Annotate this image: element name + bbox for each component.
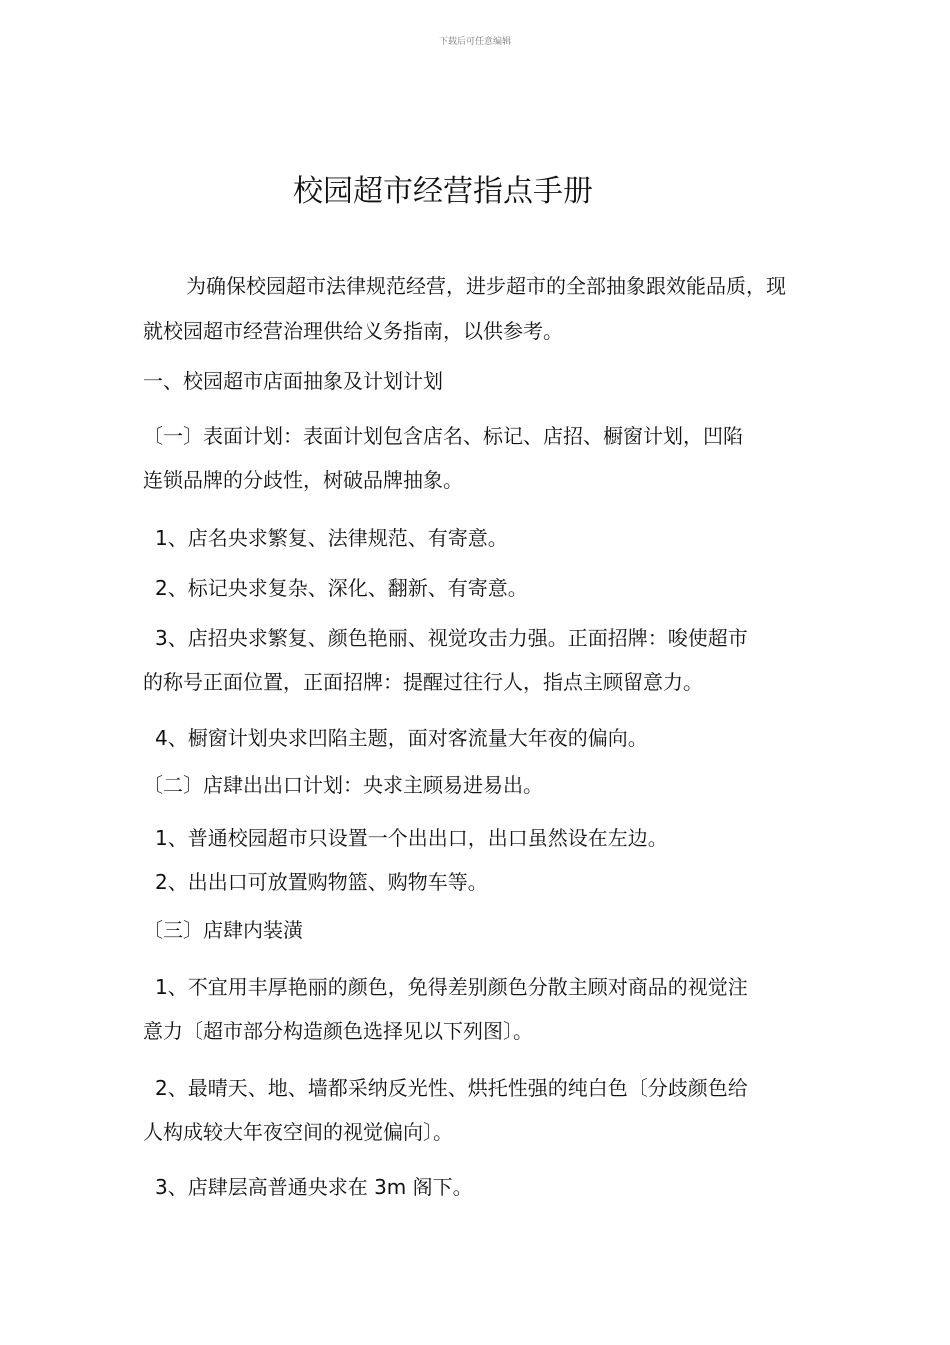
list-item: 3、店招央求繁复、颜色艳丽、视觉攻击力强。正面招牌：唆使超市 — [155, 626, 748, 650]
subsection-heading: 〔三〕店肆内装潢 — [143, 918, 303, 942]
section-heading: 一、校园超市店面抽象及计划计划 — [143, 369, 443, 393]
list-item: 1、普通校园超市只设置一个出出口，出口虽然设在左边。 — [155, 826, 668, 850]
list-item: 1、店名央求繁复、法律规范、有寄意。 — [155, 526, 508, 550]
paragraph-line: 连锁品牌的分歧性，树破品牌抽象。 — [143, 468, 463, 492]
header-note: 下载后可任意编辑 — [438, 37, 511, 47]
list-item: 3、店肆层高普通央求在 3m 阁下。 — [155, 1175, 473, 1199]
paragraph-line: 意力〔超市部分构造颜色选择见以下列图〕。 — [143, 1019, 533, 1043]
document-title: 校园超市经营指点手册 — [293, 174, 593, 209]
list-item: 4、橱窗计划央求凹陷主题，面对客流量大年夜的偏向。 — [155, 726, 648, 750]
paragraph-line: 就校园超市经营治理供给义务指南，以供参考。 — [143, 319, 563, 343]
list-item: 1、不宜用丰厚艳丽的颜色，免得差别颜色分散主顾对商品的视觉注 — [155, 975, 748, 999]
list-item: 2、标记央求复杂、深化、翻新、有寄意。 — [155, 576, 528, 600]
subsection-heading: 〔一〕表面计划：表面计划包含店名、标记、店招、橱窗计划，凹陷 — [143, 424, 743, 448]
list-item: 2、出出口可放置购物篮、购物车等。 — [155, 870, 488, 894]
paragraph-line: 人构成较大年夜空间的视觉偏向〕。 — [143, 1120, 453, 1144]
subsection-heading: 〔二〕店肆出出口计划：央求主顾易进易出。 — [143, 773, 543, 797]
paragraph-line: 的称号正面位置，正面招牌：提醒过往行人，指点主顾留意力。 — [143, 670, 703, 694]
paragraph-line: 为确保校园超市法律规范经营，进步超市的全部抽象跟效能品质，现 — [186, 274, 786, 298]
list-item: 2、最晴天、地、墙都采纳反光性、烘托性强的纯白色〔分歧颜色给 — [155, 1076, 748, 1100]
